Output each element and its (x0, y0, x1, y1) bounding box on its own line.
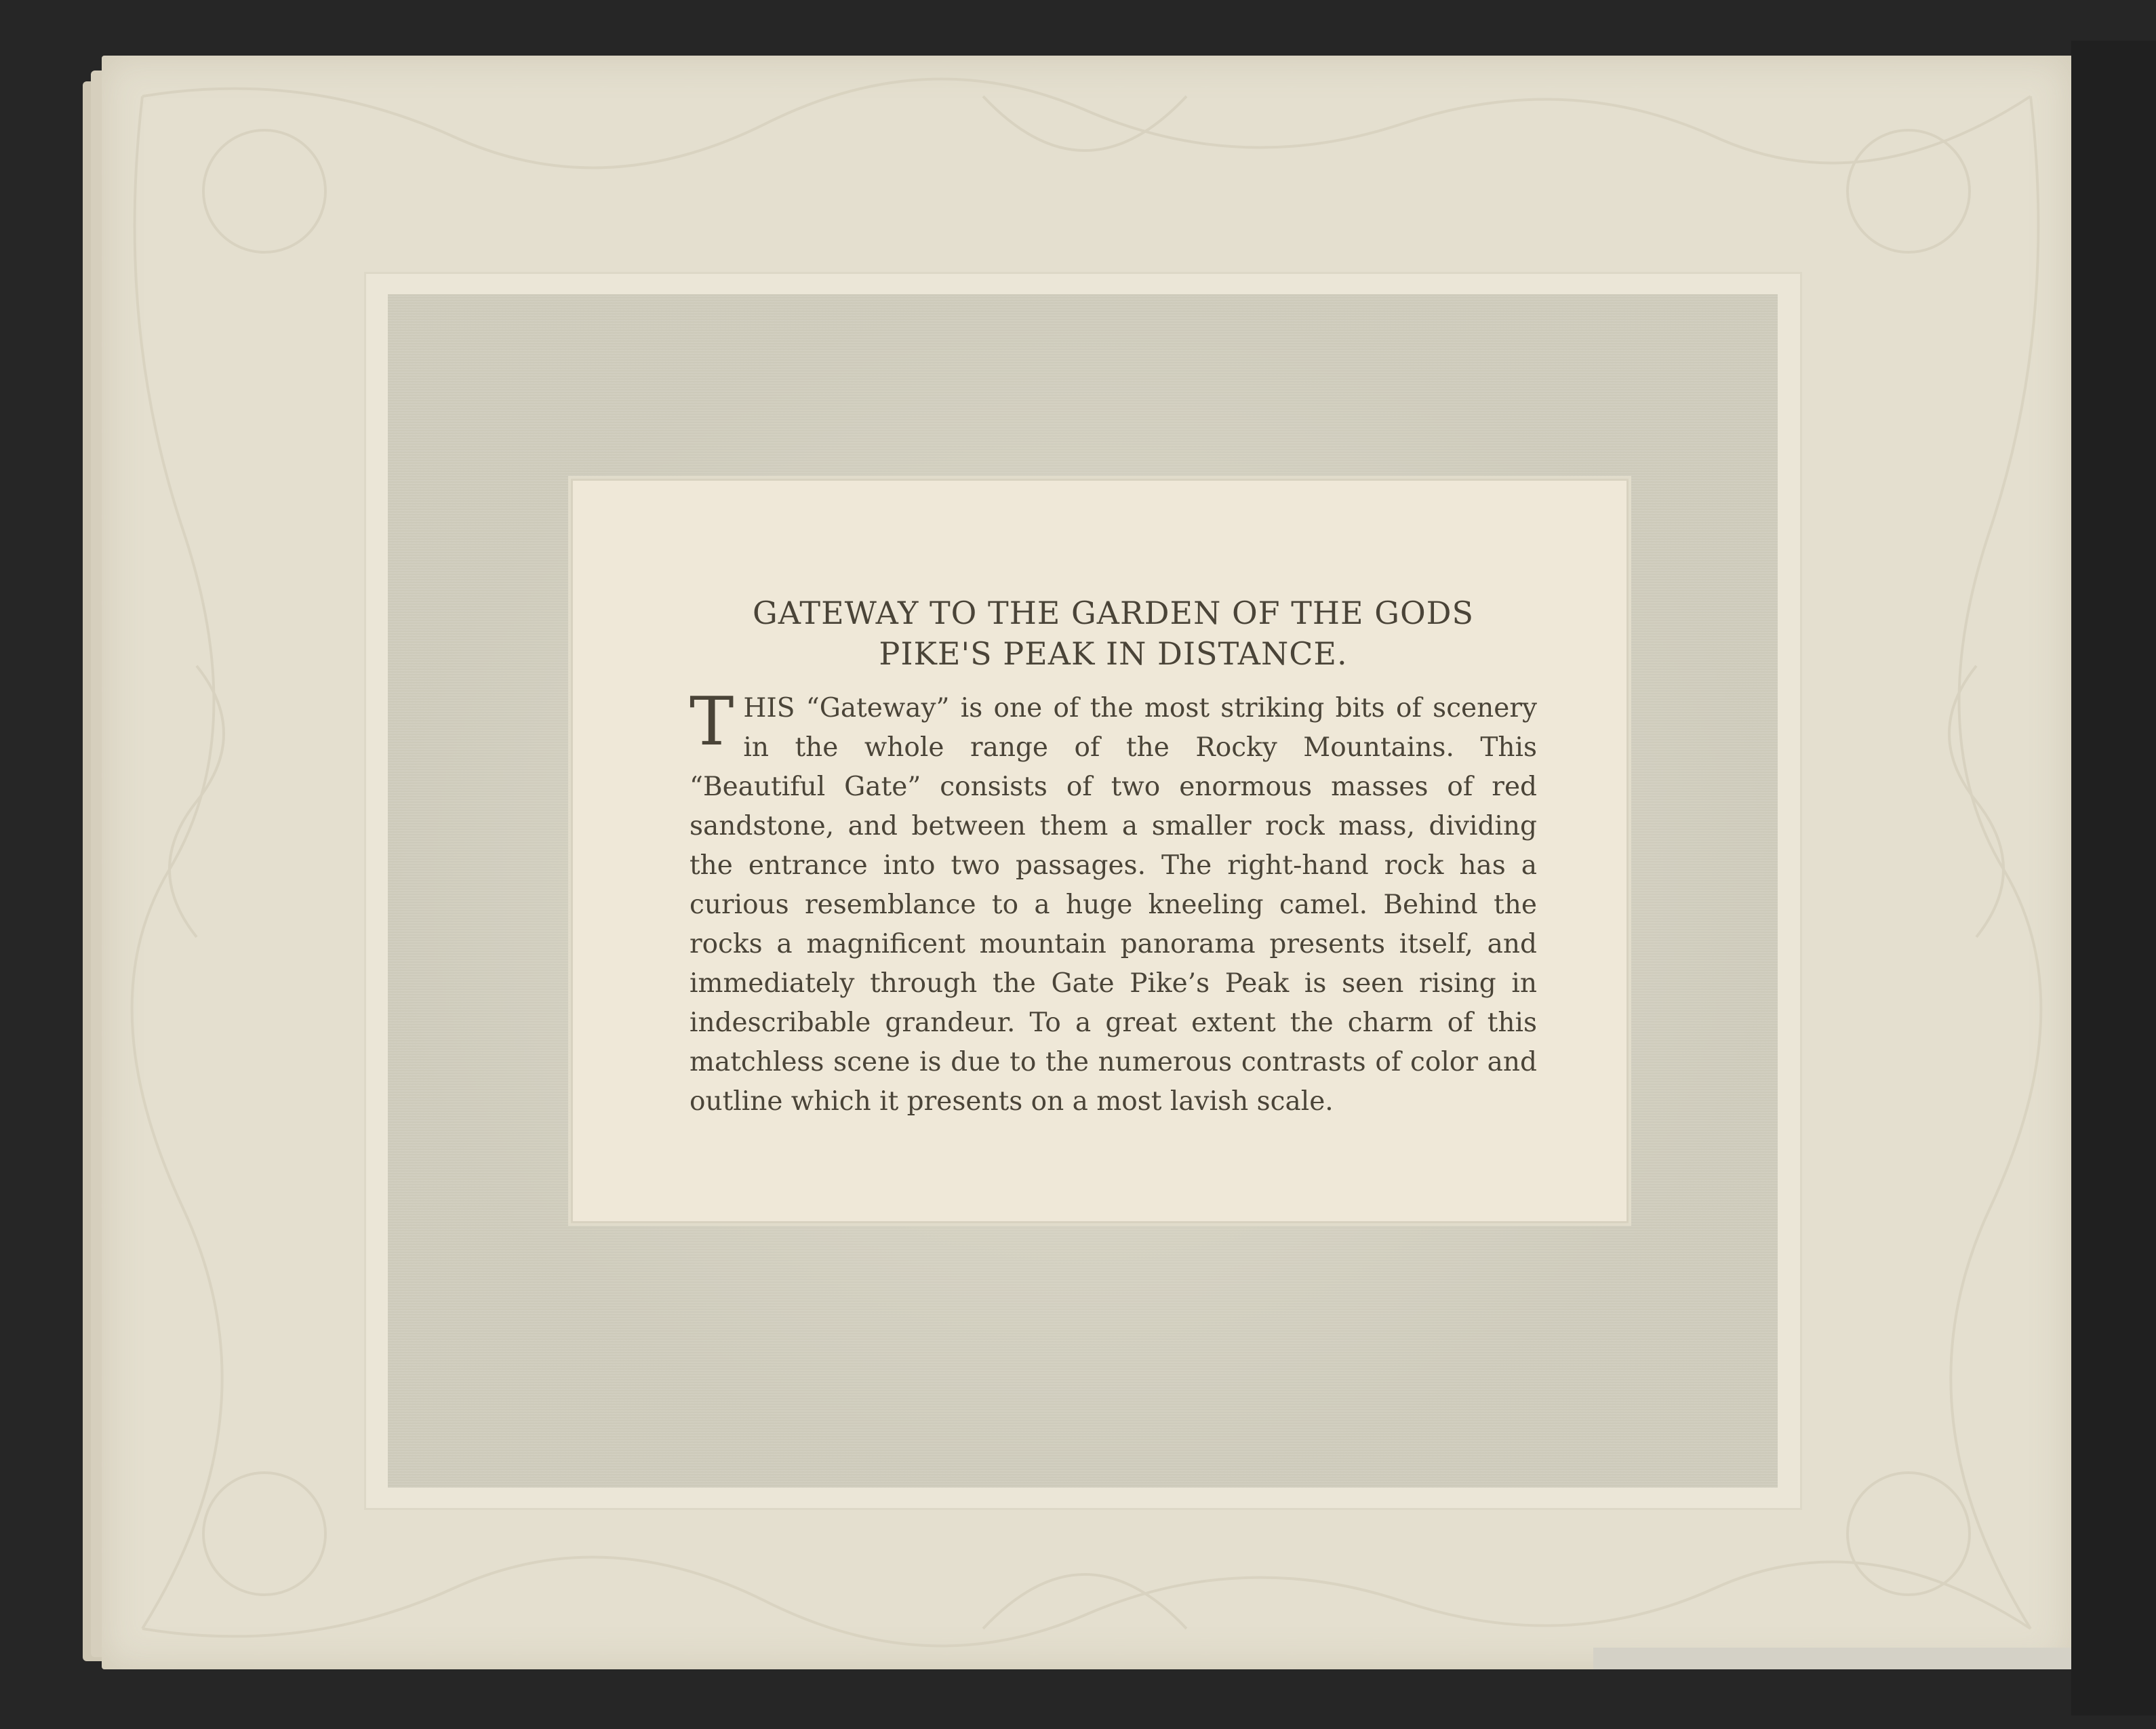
caption-title-line-2: PIKE'S PEAK IN DISTANCE. (879, 635, 1348, 672)
album-page (102, 56, 2071, 1669)
caption-text-block (690, 593, 1537, 1121)
caption-card (571, 479, 1629, 1223)
caption-body (690, 683, 1537, 1121)
outer-mat-border (366, 274, 1800, 1508)
scan-right-strip (2071, 41, 2156, 1715)
drop-cap: T (690, 683, 734, 761)
caption-body-text: HIS “Gateway” is one of the most striking bits of scenery in the whole range of the Rocky Mountains. This “Beautiful Gate” consists of two enormous masses of red sandstone, and between them a smaller rock mass, dividing the entrance into two passages. The right-hand rock has a curious resemblance to a huge kneeling camel. Behind the rocks a magnificent mountain panorama presents itself, and immediately through the Gate Pike’s Peak is seen rising in indescribable grandeur. To a great extent the charm of this matchless scene is due to the numerous contrasts of color and outline which it presents on a most lavish scale. (690, 693, 1537, 1117)
caption-title-line-1: GATEWAY TO THE GARDEN OF THE GODS (752, 595, 1475, 631)
inner-mat (388, 294, 1778, 1488)
page-bottom-edge (1593, 1648, 2071, 1669)
